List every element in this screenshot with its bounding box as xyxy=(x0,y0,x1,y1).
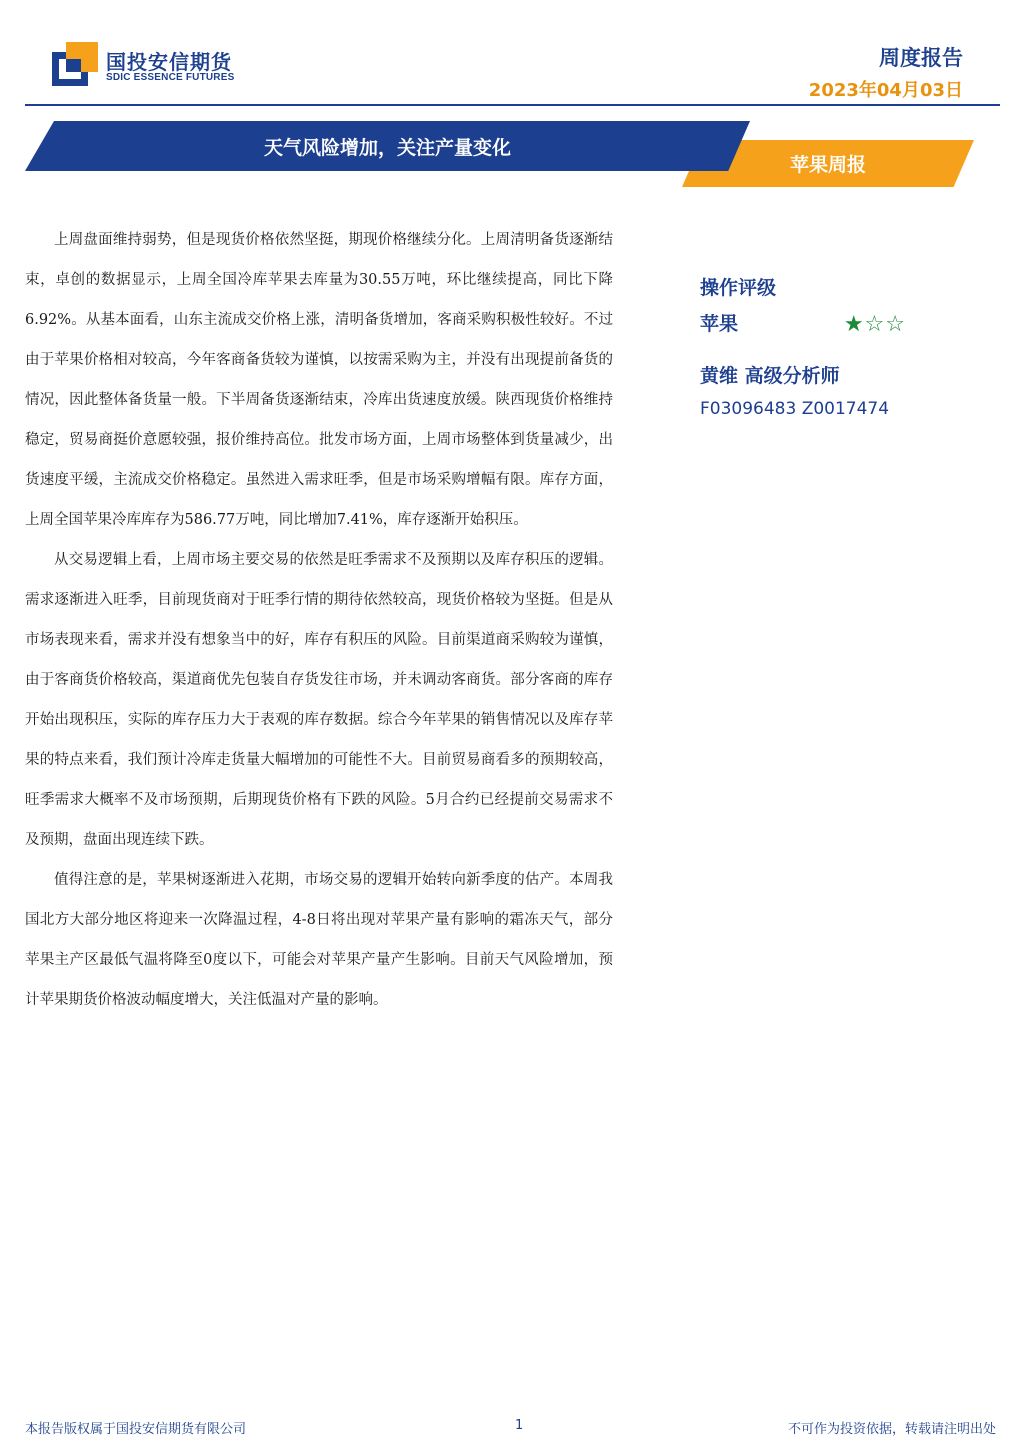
category-banner: 苹果周报 xyxy=(789,154,866,176)
rating-stars-icon: ★☆☆ xyxy=(843,311,906,337)
footer-copyright: 本报告版权属于国投安信期货有限公司 xyxy=(25,1422,247,1437)
footer-disclaimer: 不可作为投资依据，转载请注明出处 xyxy=(787,1422,996,1437)
rating-product: 苹果 xyxy=(700,313,739,335)
logo-en-text: SDIC ESSENCE FUTURES xyxy=(106,72,235,83)
body-paragraph: 值得注意的是，苹果树逐渐进入花期，市场交易的逻辑开始转向新季度的估产。本周我国北方大部分地区将迎来一次降温过程，4-8日将出现对苹果产量有影响的霜冻天气，部分苹果主产区最低气温将降至0度以下，可能会对苹果产量产生影响。目前天气风险增加，预计苹果期货价格波动幅度增大，关注低温对产量的影响。 xyxy=(25,872,613,1008)
report-type: 周度报告 xyxy=(879,46,963,70)
header-divider xyxy=(25,104,1000,106)
analyst-ids: F03096483 Z0017474 xyxy=(700,399,890,419)
report-date: 2023年04月03日 xyxy=(808,80,963,101)
company-logo xyxy=(52,42,242,88)
sidebar xyxy=(700,270,940,424)
logo-mark-icon xyxy=(52,42,98,86)
analyst-block xyxy=(700,358,940,424)
logo-cn-text: 国投安信期货 xyxy=(106,50,232,74)
analyst-name: 黄维 高级分析师 xyxy=(700,365,840,387)
body-paragraph: 从交易逻辑上看，上周市场主要交易的依然是旺季需求不及预期以及库存积压的逻辑。需求逐渐进入旺季，目前现货商对于旺季行情的期待依然较高，现货价格较为坚挺。但是从市场表现来看，需求并没有想象当中的好，库存有积压的风险。目前渠道商采购较为谨慎，由于客商货价格较高，渠道商优先包装自存货发往市场，并未调动客商货。部分客商的库存开始出现积压，实际的库存压力大于表观的库存数据。综合今年苹果的销售情况以及库存苹果的特点来看，我们预计冷库走货量大幅增加的可能性不大。目前贸易商看多的预期较高，旺季需求大概率不及市场预期，后期现货价格有下跌的风险。5月合约已经提前交易需求不及预期，盘面出现连续下跌。 xyxy=(25,552,613,848)
rating-row xyxy=(700,306,906,342)
report-body xyxy=(25,220,613,1020)
report-title: 天气风险增加，关注产量变化 xyxy=(263,136,511,159)
page-number: 1 xyxy=(515,1418,524,1433)
body-paragraph: 上周盘面维持弱势，但是现货价格依然坚挺，期现价格继续分化。上周清明备货逐渐结束，卓创的数据显示，上周全国冷库苹果去库量为30.55万吨，环比继续提高，同比下降6.92%。从基本面看，山东主流成交价格上涨，清明备货增加，客商采购积极性较好。不过由于苹果价格相对较高，今年客商备货较为谨慎，以按需采购为主，并没有出现提前备货的情况，因此整体备货量一般。下半周备货逐渐结束，冷库出货速度放缓。陕西现货价格维持稳定，贸易商挺价意愿较强，报价维持高位。批发市场方面，上周市场整体到货量减少，出货速度平缓，主流成交价格稳定。虽然进入需求旺季，但是市场采购增幅有限。库存方面，上周全国苹果冷库库存为586.77万吨，同比增加7.41%，库存逐渐开始积压。 xyxy=(25,232,613,528)
rating-title: 操作评级 xyxy=(700,277,777,299)
footer xyxy=(25,1418,1000,1438)
